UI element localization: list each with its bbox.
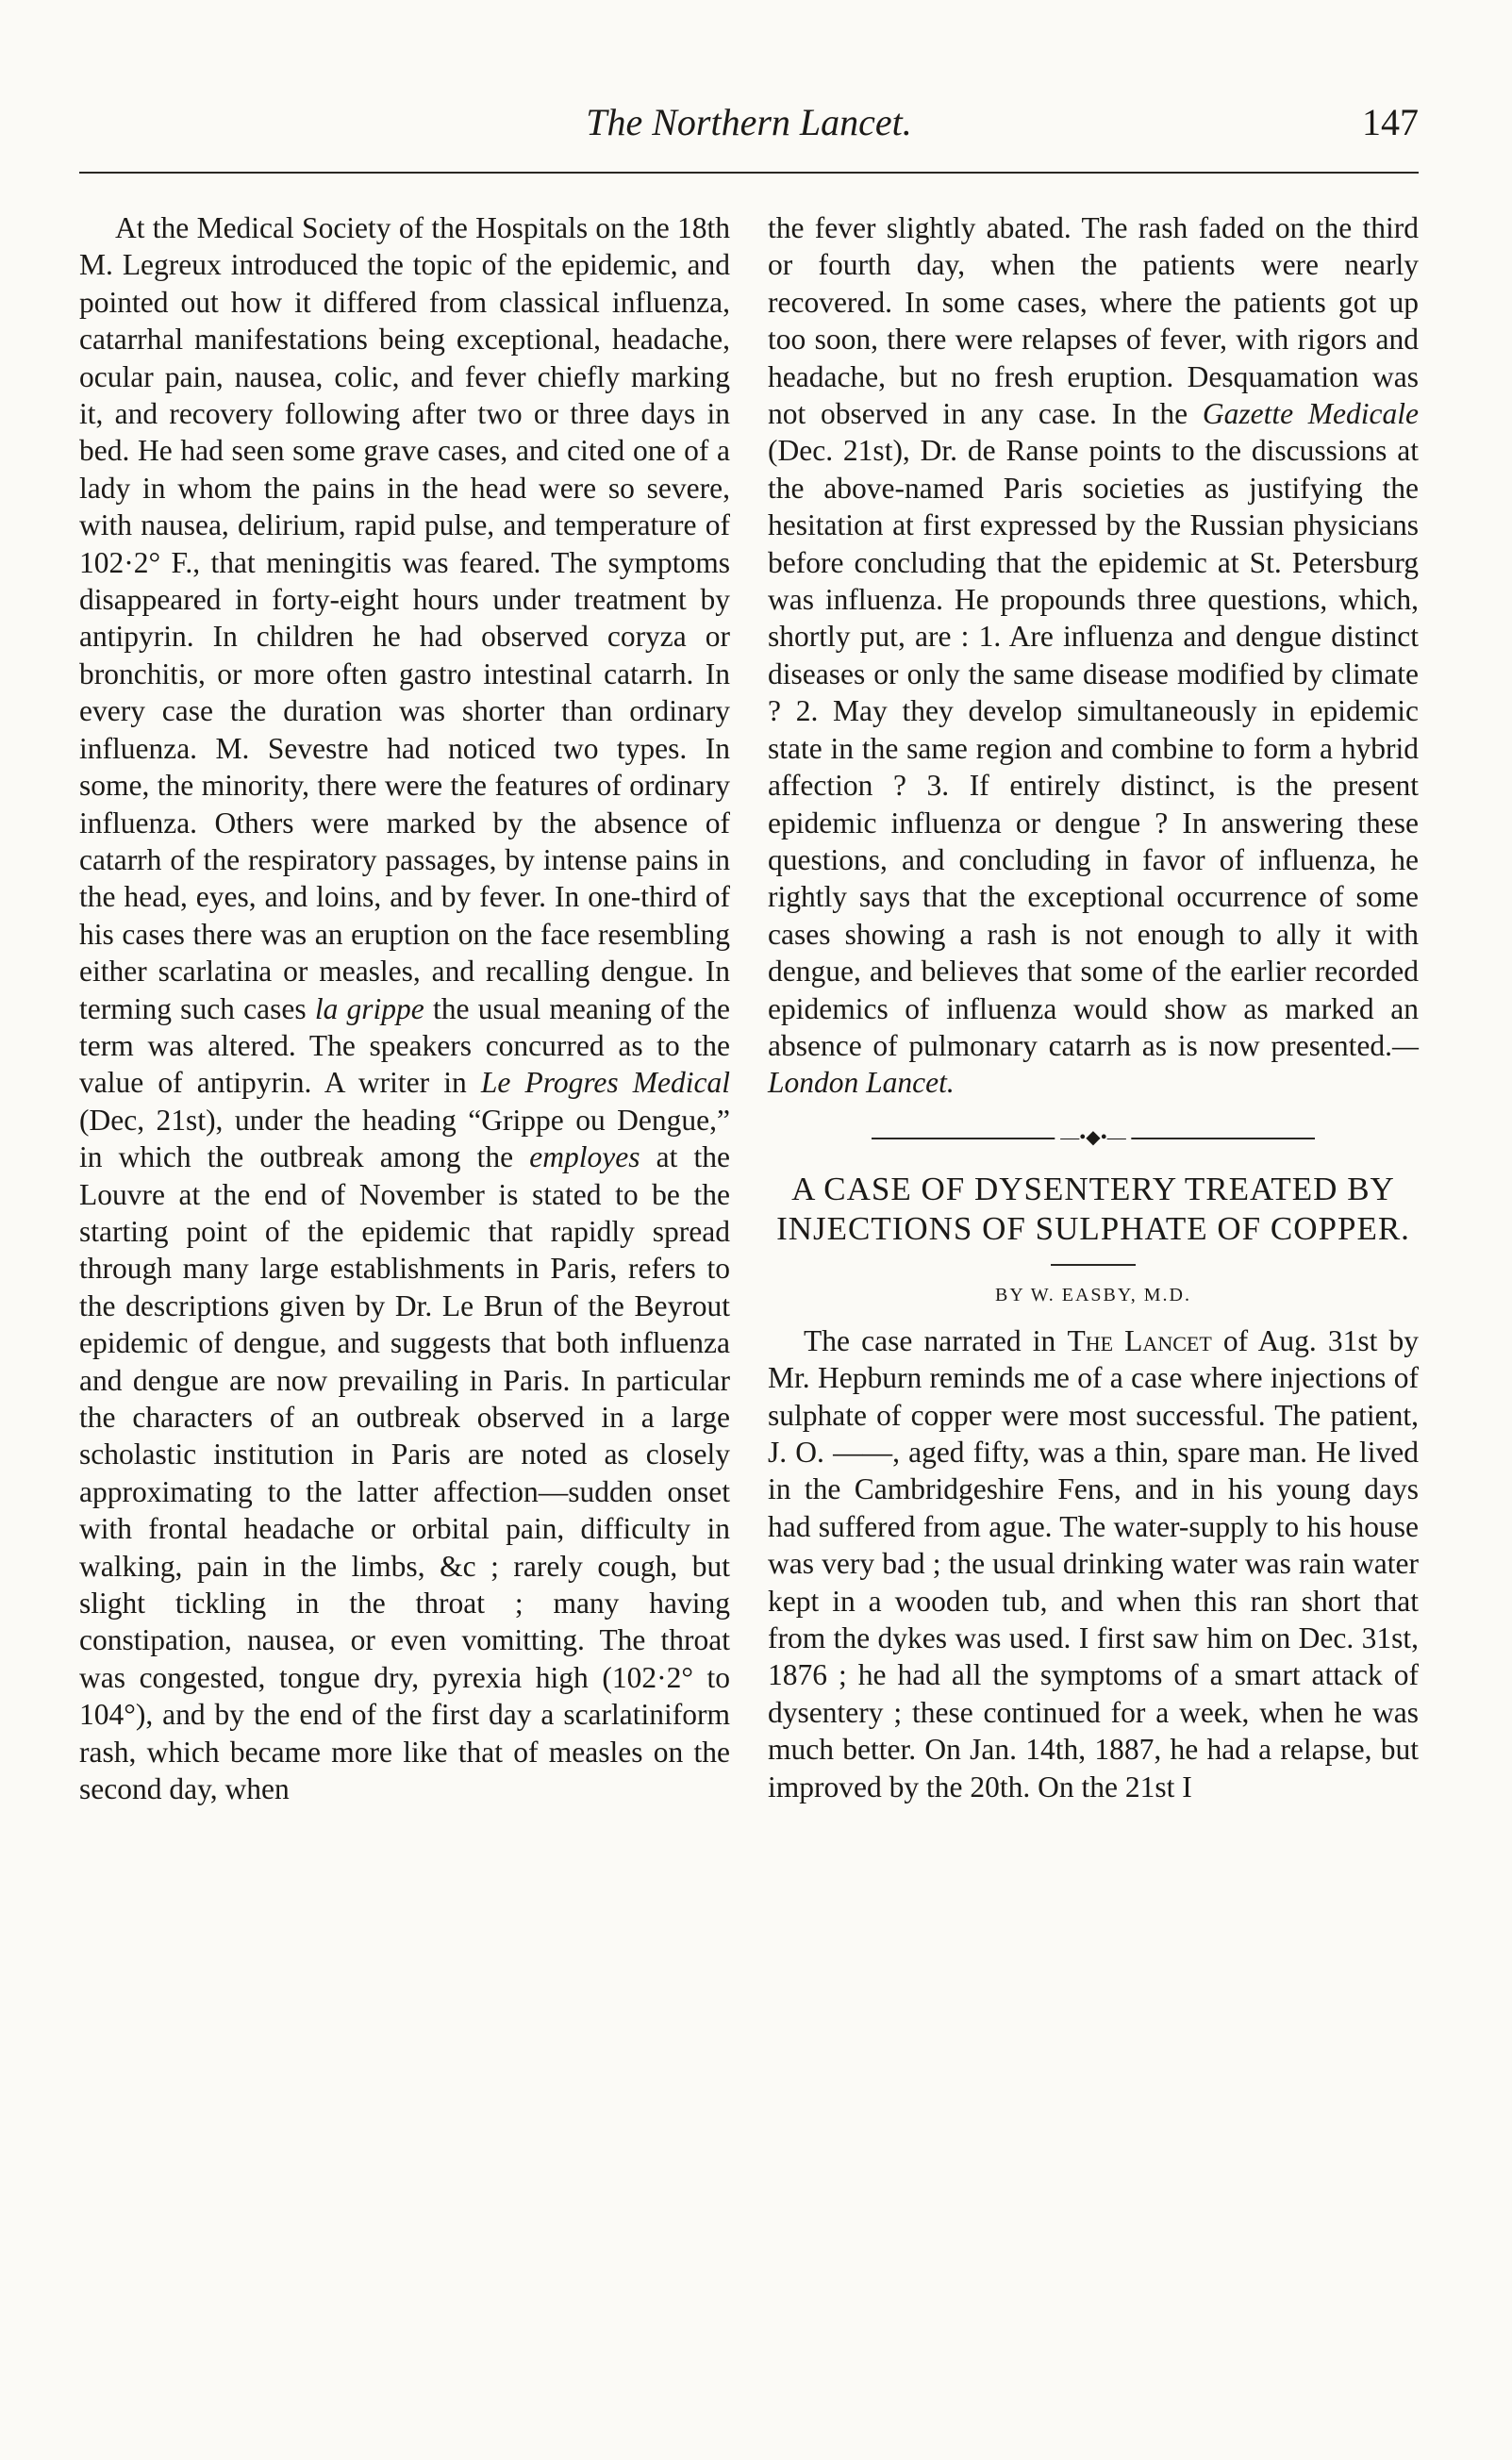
gazette-italic: Gazette Medicale: [1202, 397, 1419, 431]
left-text-4: at the Louvre at the end of November is stated to be the starting point of the epidemic that rapidly spread through many large establishments in Paris, refers to the descriptions given by Dr. Le Brun of the Beyrout epidemic of dengue, and suggests that both influenza and dengue are now prevailing in Paris. In particular the characters of an outbreak observed in a large scholastic institution in Paris are noted as closely approximating to the latter affection—sudden onset with frontal headache or orbital pain, difficulty in walking, pain in the limbs, &c ; rarely cough, but slight tickling in the throat ; many having constipation, nausea, or even vomitting. The throat was congested, tongue dry, pyrexia high (102·2° to 104°), and by the end of the first day a scarlatiniform rash, which became more like that of measles on the second day, when: [79, 1140, 730, 1806]
divider-ornament: —•◆•—: [1055, 1126, 1131, 1149]
section-divider: [872, 1122, 1315, 1155]
title-rule: [1051, 1264, 1136, 1266]
employes-italic: employes: [529, 1140, 640, 1174]
article-title: A CASE OF DYSENTERY TREATED BY INJECTIONS OF SULPHATE OF COPPER.: [776, 1170, 1410, 1247]
left-text-3: (Dec, 21st), under the heading “Grippe ou Dengue,” in which the outbreak among the: [79, 1103, 730, 1174]
article-body: of Aug. 31st by Mr. Hepburn reminds me of a case where injections of sulphate of copper were most successful. The patient, J. O. ——, aged fifty, was a thin, spare man. He lived in the Cambridgeshire Fens, and in his young days had suffered from ague. The water-supply to his house was very bad ; the usual drinking water was rain water kept in a wooden tub, and when this ran short that from the dykes was used. I first saw him on Dec. 31st, 1876 ; he had all the symptoms of a smart attack of dysentery ; these continued for a week, when he was much better. On Jan. 14th, 1887, he had a relapse, but improved by the 20th. On the 21st I: [768, 1323, 1420, 1803]
page-number: 147: [1362, 101, 1419, 143]
page-header: [79, 91, 1419, 157]
left-text-2: the usual meaning of the term was altered. The speakers concurred as to the value of antipyrin. A writer in: [79, 991, 731, 1100]
article-byline: BY W. EASBY, M.D.: [995, 1284, 1191, 1305]
le-progres-italic: Le Progres Medical: [480, 1066, 730, 1100]
running-title: The Northern Lancet.: [586, 101, 912, 143]
right-text-1: the fever slightly abated. The rash faded on the third or fourth day, when the patients were nearly recovered. In some cases, where the patients got up too soon, there were relapses of fever, with rigors and headache, but no fresh eruption. Desquamation was not observed in any case. In the: [768, 211, 1419, 431]
left-text-1: At the Medical Society of the Hospitals on the 18th M. Legreux introduced the topic of the epidemic, and pointed out how it differed from classical influenza, catarrhal manifestations being exceptional, headache, ocular pain, nausea, colic, and fever chiefly marking it, and recovery following after two or three days in bed. He had seen some grave cases, and cited one of a lady in whom the pains in the head were so severe, with nausea, delirium, rapid pulse, and temperature of 102·2° F., that meningitis was feared. The symptoms disappeared in forty-eight hours under treatment by antipyrin. In children he had observed coryza or bronchitis, or more often gastro intestinal catarrh. In every case the duration was shorter than ordinary influenza. M. Sevestre had noticed two types. In some, the minority, there were the features of ordinary influenza. Others were marked by the absence of catarrh of the respiratory passages, by intense pains in the head, eyes, and loins, and by fever. In one-third of his cases there was an eruption on the face resembling either scarlatina or measles, and recalling dengue. In terming such cases: [79, 211, 730, 1025]
right-column: [768, 209, 1419, 1805]
lancet-smallcaps: The Lancet: [1067, 1323, 1212, 1357]
source-citation: —London Lancet.: [768, 1028, 1419, 1100]
la-grippe-italic: la grippe: [314, 991, 424, 1025]
right-continuation-paragraph: [768, 209, 1419, 1102]
header-rule: [79, 172, 1419, 174]
article-paragraph: [768, 1322, 1419, 1805]
right-text-2: (Dec. 21st), Dr. de Ranse points to the discussions at the above-named Paris societies as justifying the hesitation at first expressed by the Russian physicians before concluding that the epidemic at St. Petersburg was influenza. He propounds three questions, which, shortly put, are : 1. Are influenza and dengue distinct diseases or only the same disease modified by climate ? 2. May they develop simultaneously in epidemic state in the same region and combine to form a hybrid affection ? 3. If entirely distinct, is the present epidemic influenza or dengue ? In answering these questions, and concluding in favor of influenza, he rightly says that the exceptional occurrence of some cases showing a rash is not enough to ally it with dengue, and believes that some of the earlier recorded epidemics of influenza would show as marked an absence of pulmonary catarrh as is now presented.: [768, 434, 1419, 1062]
left-paragraph: [79, 209, 730, 1807]
left-column: [79, 209, 730, 1807]
article-lead: The case narrated in: [804, 1323, 1068, 1357]
